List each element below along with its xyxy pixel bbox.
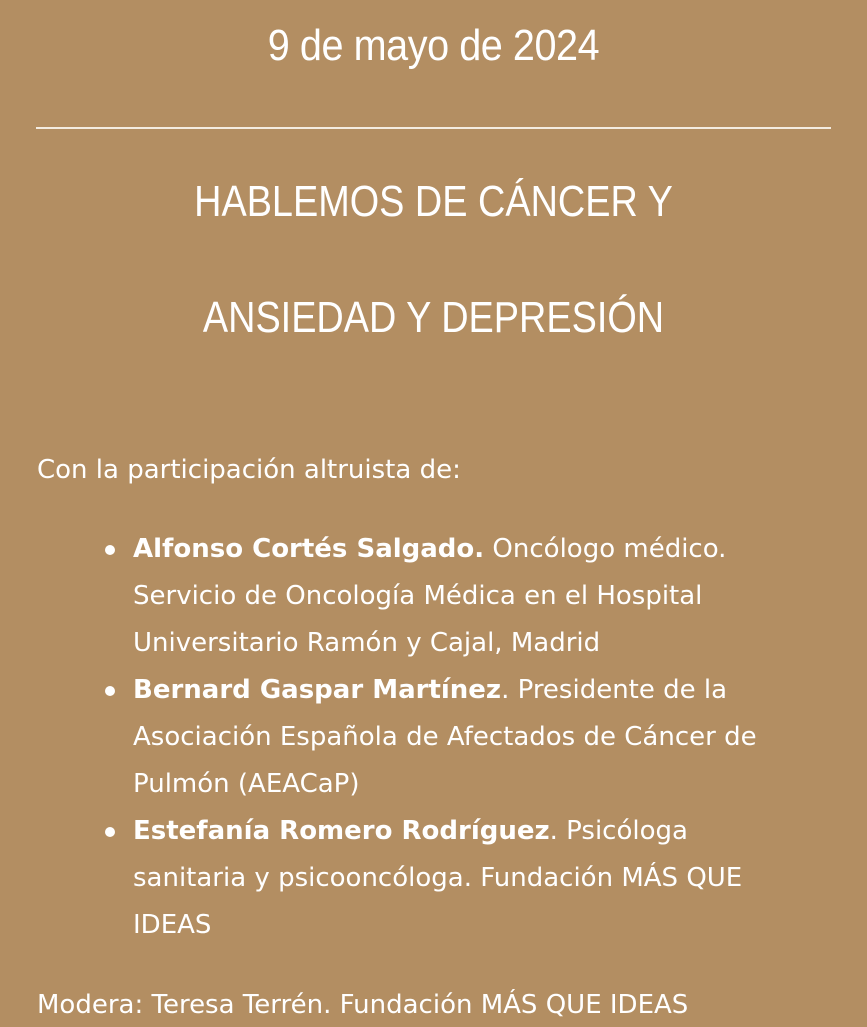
list-item [133,526,843,667]
bullet-icon [105,545,115,555]
participant-list [133,526,843,949]
participant-line-2: Asociación Española de Afectados de Cáncer de [133,722,757,752]
participant-role: . Presidente de la [501,675,728,705]
participant-line-1 [133,526,843,573]
event-title-line-1: HABLEMOS DE CÁNCER Y [194,177,673,226]
event-title [0,170,867,350]
bullet-icon [105,827,115,837]
participant-line-1 [133,667,843,714]
participant-line-3: Universitario Ramón y Cajal, Madrid [133,628,601,658]
list-item [133,808,843,949]
participant-line-2: Servicio de Oncología Médica en el Hospital [133,581,703,611]
event-date: 9 de mayo de 2024 [267,21,600,70]
participants-intro: Con la participación altruista de: [37,455,461,485]
participant-role: Oncólogo médico. [484,534,727,564]
participant-name: Alfonso Cortés Salgado. [133,534,485,564]
participant-line-1 [133,808,843,855]
participant-name: Bernard Gaspar Martínez [133,675,502,705]
participant-line-3: IDEAS [133,910,212,940]
bullet-icon [105,686,115,696]
participant-line-3: Pulmón (AEACaP) [133,769,360,799]
moderator-text: Modera: Teresa Terrén. Fundación MÁS QUE IDEAS [37,990,689,1020]
list-item [133,667,843,808]
participant-role: . Psicóloga [549,816,688,846]
participant-line-2: sanitaria y psicooncóloga. Fundación MÁS QUE [133,863,743,893]
divider [36,127,831,129]
participant-name: Estefanía Romero Rodríguez [133,816,550,846]
event-title-line-2: ANSIEDAD Y DEPRESIÓN [202,293,665,342]
